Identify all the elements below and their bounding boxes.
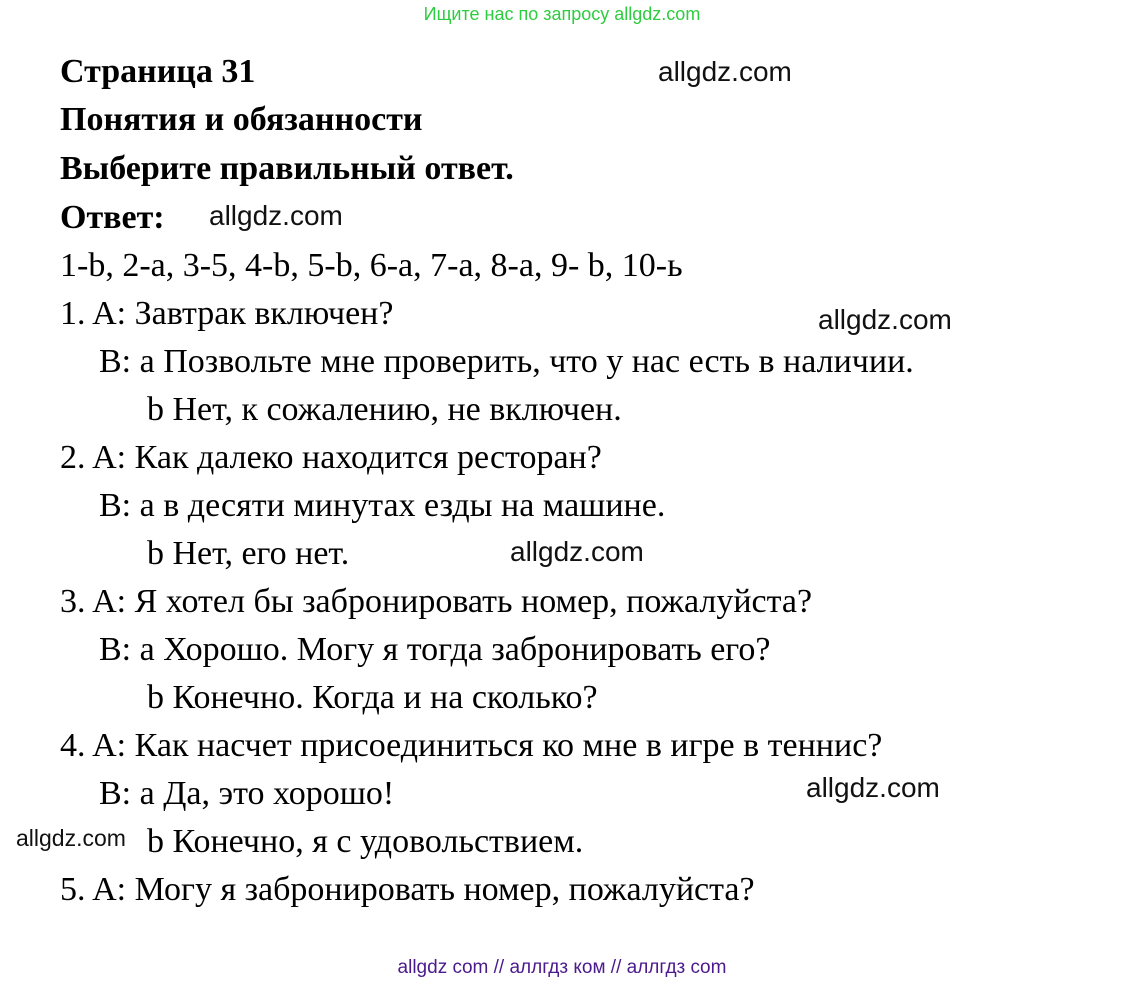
instruction-text: Выберите правильный ответ. xyxy=(60,150,514,187)
watermark: allgdz.com xyxy=(16,825,126,851)
answer-label: Ответ: xyxy=(60,199,165,236)
watermark: allgdz.com xyxy=(658,56,792,87)
question-3: 3. A: Я хотел бы забронировать номер, пожалуйста? xyxy=(60,583,813,620)
answer-key: 1-b, 2-a, 3-5, 4-b, 5-b, 6-a, 7-a, 8-a, 9- b, 10-ь xyxy=(60,247,683,284)
question-4-option-b: b Конечно, я с удовольствием. xyxy=(147,823,584,860)
question-1: 1. A: Завтрак включен? xyxy=(60,295,394,332)
question-5: 5. A: Могу я забронировать номер, пожалуйста? xyxy=(60,871,755,908)
search-hint-banner: Ищите нас по запросу allgdz.com xyxy=(423,4,701,24)
watermark: allgdz.com xyxy=(806,772,940,803)
page-heading: Страница 31 xyxy=(60,53,256,90)
question-1-option-b: b Нет, к сожалению, не включен. xyxy=(147,391,622,428)
watermark: allgdz.com xyxy=(510,536,644,567)
footer-links: allgdz com // аллгдз ком // аллгдз com xyxy=(397,957,727,978)
question-4-option-a: B: a Да, это хорошо! xyxy=(99,775,395,812)
question-1-option-a: B: a Позвольте мне проверить, что у нас есть в наличии. xyxy=(99,343,914,380)
watermark: allgdz.com xyxy=(209,200,343,231)
question-3-option-a: B: a Хорошо. Могу я тогда забронировать его? xyxy=(99,631,771,668)
topic-heading: Понятия и обязанности xyxy=(60,101,423,138)
question-2-option-a: B: a в десяти минутах езды на машине. xyxy=(99,487,666,524)
question-4: 4. A: Как насчет присоединиться ко мне в игре в теннис? xyxy=(60,727,883,764)
question-2: 2. A: Как далеко находится ресторан? xyxy=(60,439,602,476)
question-2-option-b: b Нет, его нет. xyxy=(147,535,350,572)
watermark: allgdz.com xyxy=(818,304,952,335)
question-3-option-b: b Конечно. Когда и на сколько? xyxy=(147,679,598,716)
